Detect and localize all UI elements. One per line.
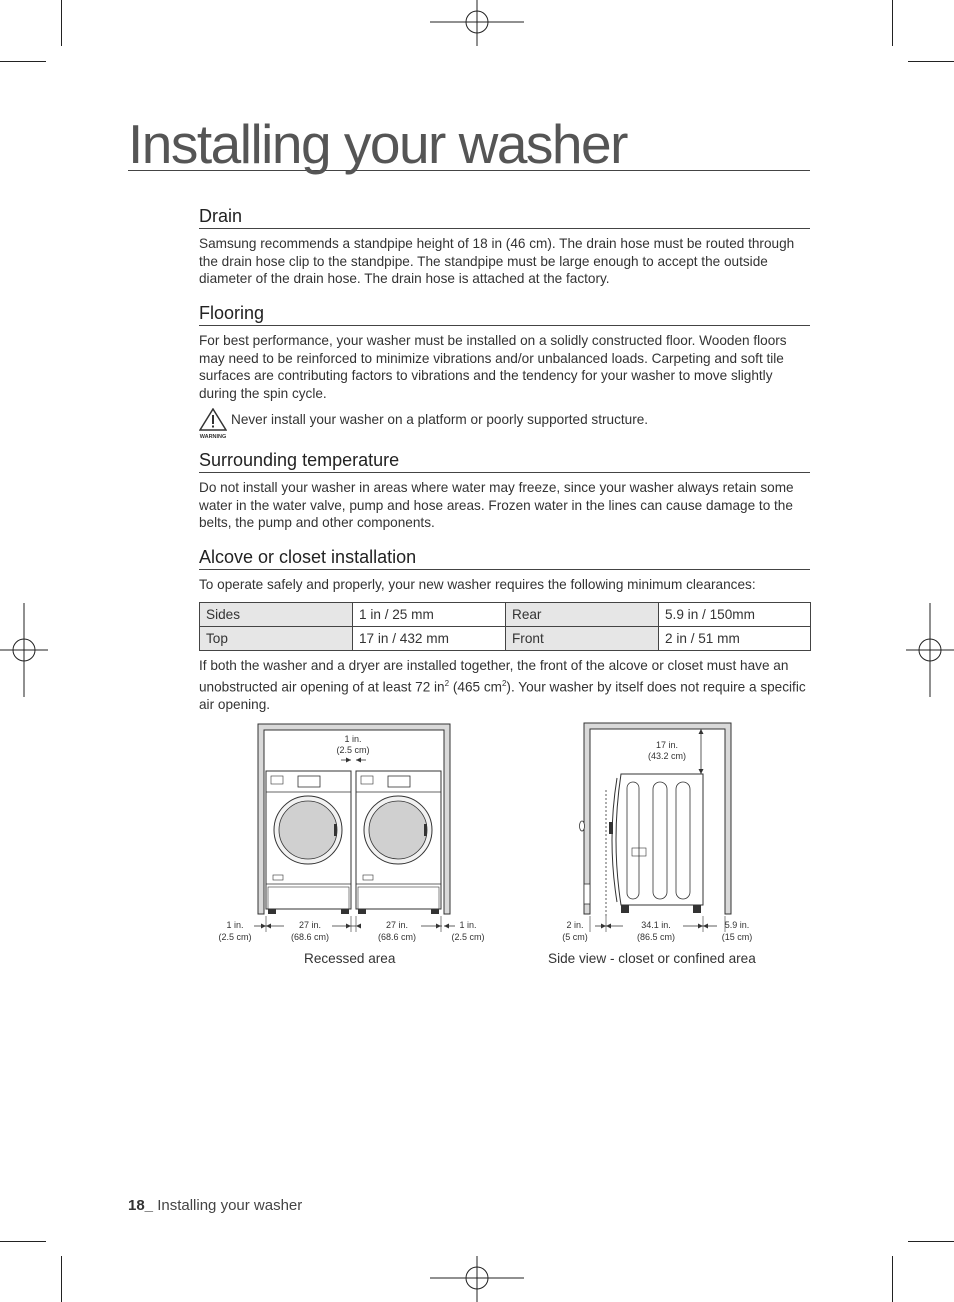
recessed-dim-label: 27 in. [298,920,322,930]
temperature-paragraph: Do not install your washer in areas where water may freeze, since your washer always retain some water in the water valve, pump and hose areas. Frozen water in the lines can cause damage to the belts, the pump and other components. [199,480,794,531]
recessed-top-gap-label: 1 in. [344,734,362,744]
section-heading-drain: Drain [199,205,810,229]
registration-mark-right [906,603,954,697]
side-top-gap-label: 17 in. [655,740,679,750]
table-cell: Rear [506,603,659,627]
alcove-after-paragraph: If both the washer and a dryer are installed together, the front of the alcove or closet must have an unobstructed air opening of at least 72 $in^2$ (465 $cm^2$). Your washer by itself does not require a specific air opening. [199,658,806,712]
recessed-dim-label: 1 in. [459,920,477,930]
clearance-table [199,602,811,651]
side-dim-label: 5.9 in. [724,920,750,930]
side-dim-label: (5 cm) [562,932,588,942]
table-cell: 5.9 in / 150mm [659,603,811,627]
page-title: Installing your washer [128,118,810,171]
warning-text: Never install your washer on a platform or poorly supported structure. [231,412,649,427]
warning-label: WARNING [199,434,227,440]
side-dim-label: 2 in. [566,920,584,930]
table-cell: 1 in / 25 mm [353,603,506,627]
page-number: 18_ [128,1197,154,1214]
recessed-dim-label: 1 in. [226,920,244,930]
recessed-dim-label: (2.5 cm) [451,932,485,942]
recessed-dim-label: 27 in. [385,920,409,930]
section-heading-flooring: Flooring [199,302,810,326]
table-cell: 17 in / 432 mm [353,627,506,651]
table-cell: 2 in / 51 mm [659,627,811,651]
side-dim-label: (86.5 cm) [636,932,676,942]
washer-front-left [266,771,351,914]
side-dim-label: (15 cm) [721,932,753,942]
warning-row [199,408,810,440]
recessed-dim-label: (68.6 cm) [377,932,417,942]
registration-mark-left [0,603,48,697]
table-row [200,603,811,627]
recessed-area-diagram [210,720,495,948]
side-view-diagram [555,720,765,948]
registration-mark-top [430,0,524,48]
footer-text: Installing your washer [153,1197,303,1214]
section-heading-temperature: Surrounding temperature [199,449,810,473]
recessed-dim-label: (2.5 cm) [218,932,252,942]
alcove-intro: To operate safely and properly, your new washer requires the following minimum clearances: [199,577,756,592]
table-cell: Sides [200,603,353,627]
side-dim-label: 34.1 in. [641,920,671,930]
table-cell: Top [200,627,353,651]
section-heading-alcove: Alcove or closet installation [199,546,810,570]
table-cell: Front [506,627,659,651]
side-top-gap-label-metric: (43.2 cm) [647,751,687,761]
recessed-dim-label: (68.6 cm) [290,932,330,942]
side-view-caption: Side view - closet or confined area [548,951,756,966]
recessed-top-gap-label-metric: (2.5 cm) [336,745,370,755]
washer-side [609,774,703,913]
flooring-paragraph: For best performance, your washer must be installed on a solidly constructed floor. Wooden floors may need to be reinforced to minimize vibrations and/or unbalanced loads. Carpeting and soft tile surfaces are contributing factors to vibrations and the tendency for your washer to move slightly during the spin cycle. [199,333,787,401]
drain-paragraph: Samsung recommends a standpipe height of 18 in (46 cm). The drain hose must be routed through the drain hose clip to the standpipe. The standpipe must be large enough to accept the outside diameter of the drain hose. The drain hose is attached at the factory. [199,236,795,287]
table-row [200,627,811,651]
washer-front-right [356,771,441,914]
registration-mark-bottom [430,1256,524,1302]
warning-icon [199,408,227,440]
recessed-area-caption: Recessed area [304,951,396,966]
page-footer [128,1197,302,1214]
